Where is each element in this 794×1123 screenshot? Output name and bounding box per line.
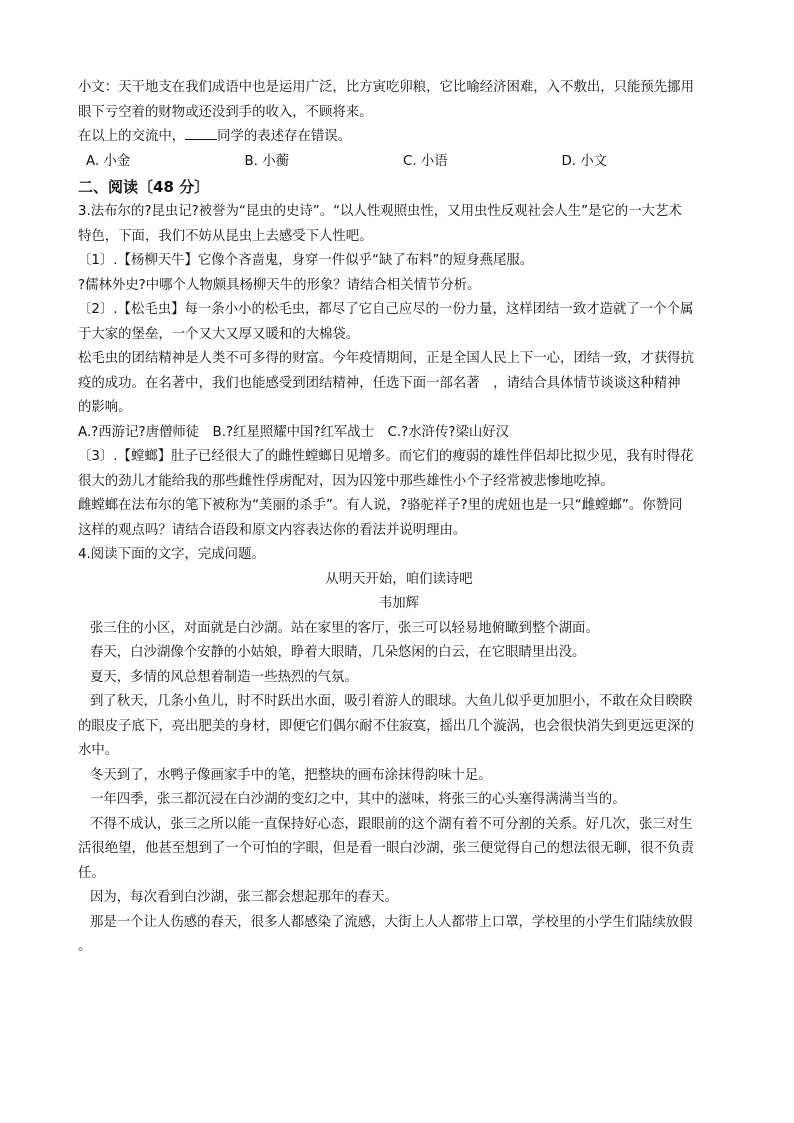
text-line: 〔2〕.【松毛虫】每一条小小的松毛虫，都尽了它自己应尽的一份力量，这样团结一致才造就了一个个属	[78, 302, 694, 317]
text-line: 冬天到了，水鸭子像画家手中的笔，把整块的画布涂抹得韵味十足。	[90, 767, 492, 783]
text-line: 的影响。	[78, 400, 132, 415]
text-line: 春天，白沙湖像个安静的小姑娘，睁着大眼睛，几朵悠闲的白云，在它眼睛里出没。	[90, 645, 586, 660]
text-line: 〔1〕.【杨柳天牛】它像个吝啬鬼，身穿一件似乎“缺了布料”的短身燕尾服。	[78, 253, 534, 268]
option-c: C. 小语	[403, 153, 448, 169]
text-line: 夏天，多情的风总想着制造一些热烈的气氛。	[90, 669, 358, 685]
text-line: 水中。	[78, 743, 119, 758]
text-line: ?儒林外史?中哪个人物颇具杨柳天牛的形象？请结合相关情节分析。	[78, 277, 481, 293]
text-line: 很大的劲儿才能给我的那些雌性俘虏配对，因为囚笼中那些雄性小个子经常被悲惨地吃掉。	[78, 473, 614, 489]
option-a: A. 小金	[86, 153, 131, 169]
answer-options	[78, 150, 720, 175]
text-line: 松毛虫的团结精神是人类不可多得的财富。今年疫情期间，正是全国人民上下一心，团结一致，才获得抗	[78, 351, 694, 366]
text-line: 疫的成功。在名著中，我们也能感受到团结精神，任选下面一部名著 ，请结合具体情节谈谈这种精神	[78, 375, 681, 391]
question-line	[78, 125, 720, 150]
text-line: 这样的观点吗？请结合语段和原文内容表达你的看法并说明理由。	[78, 522, 467, 538]
document-page	[78, 76, 720, 960]
option-d: D. 小文	[561, 153, 608, 169]
article-author: 韦加辉	[378, 596, 420, 611]
text-line: 小文：天干地支在我们成语中也是运用广泛，比方寅吃卯粮，它比喻经济困难，入不敷出，只能预先挪用	[78, 80, 694, 95]
text-line: 4.阅读下面的文字，完成问题。	[78, 547, 265, 562]
text-line: 一年四季，张三都沉浸在白沙湖的变幻之中，其中的滋味，将张三的心头塞得满满当当的。	[90, 792, 626, 807]
text-line: 特色，下面，我们不妨从昆虫上去感受下人性吧。	[78, 228, 373, 244]
text-line: 张三住的小区，对面就是白沙湖。站在家里的客厅，张三可以轻易地俯瞰到整个湖面。	[90, 620, 599, 636]
section-heading: 二、阅读〔48 分〕	[78, 178, 210, 196]
text-line: 因为，每次看到白沙湖，张三都会想起那年的春天。	[90, 890, 398, 905]
text-line: A.?西游记?唐僧师徒 B.?红星照耀中国?红军战士 C.?水浒传?梁山好汉	[78, 424, 510, 440]
text-line: 雌螳螂在法布尔的笔下被称为“美丽的杀手”。有人说，?骆驼祥子?里的虎妞也是一只“雌螳螂”。你赞同	[78, 498, 683, 513]
text-line: 那是一个让人伤感的春天，很多人都感染了流感，大街上人人都带上口罩，学校里的小学生们陆续放假	[90, 914, 693, 930]
text-line: 。	[78, 939, 92, 954]
question-suffix: 同学的表述存在错误。	[217, 129, 352, 144]
question-prefix: 在以上的交流中，	[78, 129, 186, 144]
article-title: 从明天开始，咱们读诗吧	[325, 571, 473, 587]
text-line: 于大家的堡垒，一个又大又厚又暖和的大棉袋。	[78, 326, 360, 342]
text-line: 任。	[78, 865, 105, 881]
answer-blank	[185, 125, 217, 140]
text-line: 活很绝望，他甚至想到了一个可怕的字眼，但是看一眼白沙湖，张三便觉得自己的想法很无聊，很不负责	[78, 841, 694, 856]
text-line: 眼下亏空着的财物或还没到手的收入，不顾将来。	[78, 104, 373, 120]
option-b: B. 小蘅	[244, 153, 289, 169]
text-line: 到了秋天，几条小鱼儿，时不时跃出水面，吸引着游人的眼球。大鱼儿似乎更加胆小，不敢在众目睽睽	[90, 694, 693, 709]
text-line: 〔3〕.【螳螂】肚子已经很大了的雌性螳螂日见增多。而它们的瘦弱的雄性伴侣却比拟少见，我有时得花	[78, 449, 694, 464]
text-line: 的眼皮子底下，亮出肥美的身材，即便它们偶尔耐不住寂寞，摇出几个漩涡，也会很快消失到更远更深的	[78, 718, 694, 734]
text-line: 不得不成认，张三之所以能一直保持好心态，跟眼前的这个湖有着不可分割的关系。好几次，张三对生	[90, 816, 693, 832]
text-line: 3.法布尔的?昆虫记?被誉为“昆虫的史诗”。“以人性观照虫性，又用虫性反观社会人生”是它的一大艺术	[78, 204, 682, 219]
